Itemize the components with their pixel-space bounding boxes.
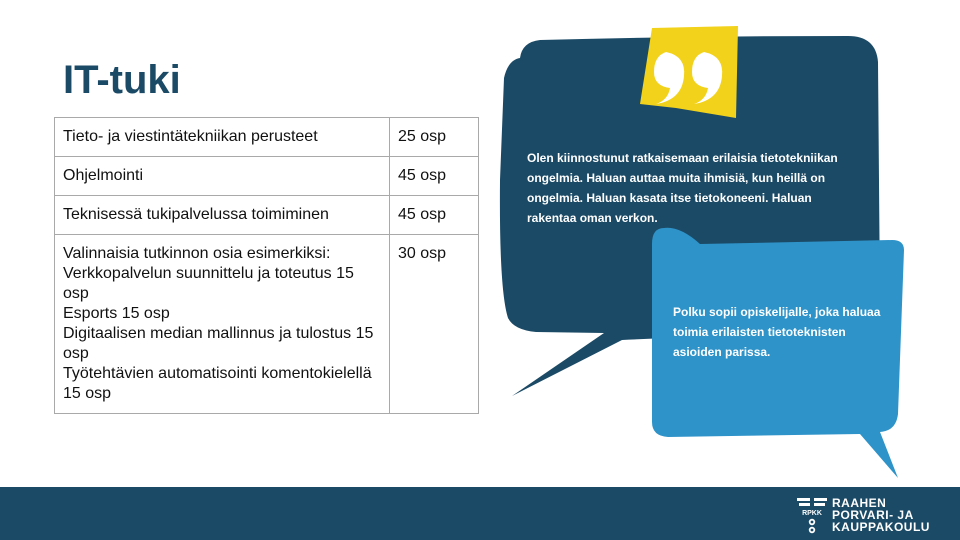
school-name-line: RAAHEN [832, 496, 887, 510]
course-credits: 25 osp [390, 118, 479, 157]
path-description: Polku sopii opiskelijalle, joka haluaa toimia erilaisten tietoteknisten asioiden parissa. [673, 305, 881, 359]
elective-intro: Valinnaisia tutkinnon osia esimerkiksi: [63, 245, 331, 262]
elective-item: Digitaalisen median mallinnus ja tulostus 15 osp [63, 325, 374, 362]
elective-item: Esports 15 osp [63, 305, 170, 322]
elective-item: Verkkopalvelun suunnittelu ja toteutus 15 osp [63, 265, 354, 302]
school-name [832, 497, 930, 533]
course-name: Teknisessä tukipalvelussa toimiminen [55, 196, 390, 235]
course-name: Tieto- ja viestintätekniikan perusteet [55, 118, 390, 157]
student-quote: Olen kiinnostunut ratkaisemaan erilaisia tietotekniikan ongelmia. Haluan auttaa muita ihmisiä, kun heillä on ongelmia. Haluan kasata itse tietokoneeni. Haluan rakentaa oman verkon. [527, 151, 838, 225]
logo-abbreviation: RPKK [802, 510, 822, 517]
elective-item: Työtehtävien automatisointi komentokielellä 15 osp [63, 365, 372, 402]
school-name-line: KAUPPAKOULU [832, 520, 930, 534]
course-name: Ohjelmointi [55, 157, 390, 196]
elective-credits: 30 osp [390, 235, 479, 414]
course-credits: 45 osp [390, 196, 479, 235]
school-name-line: PORVARI- JA [832, 508, 914, 522]
course-credits: 45 osp [390, 157, 479, 196]
slide-title: IT-tuki [63, 58, 181, 102]
